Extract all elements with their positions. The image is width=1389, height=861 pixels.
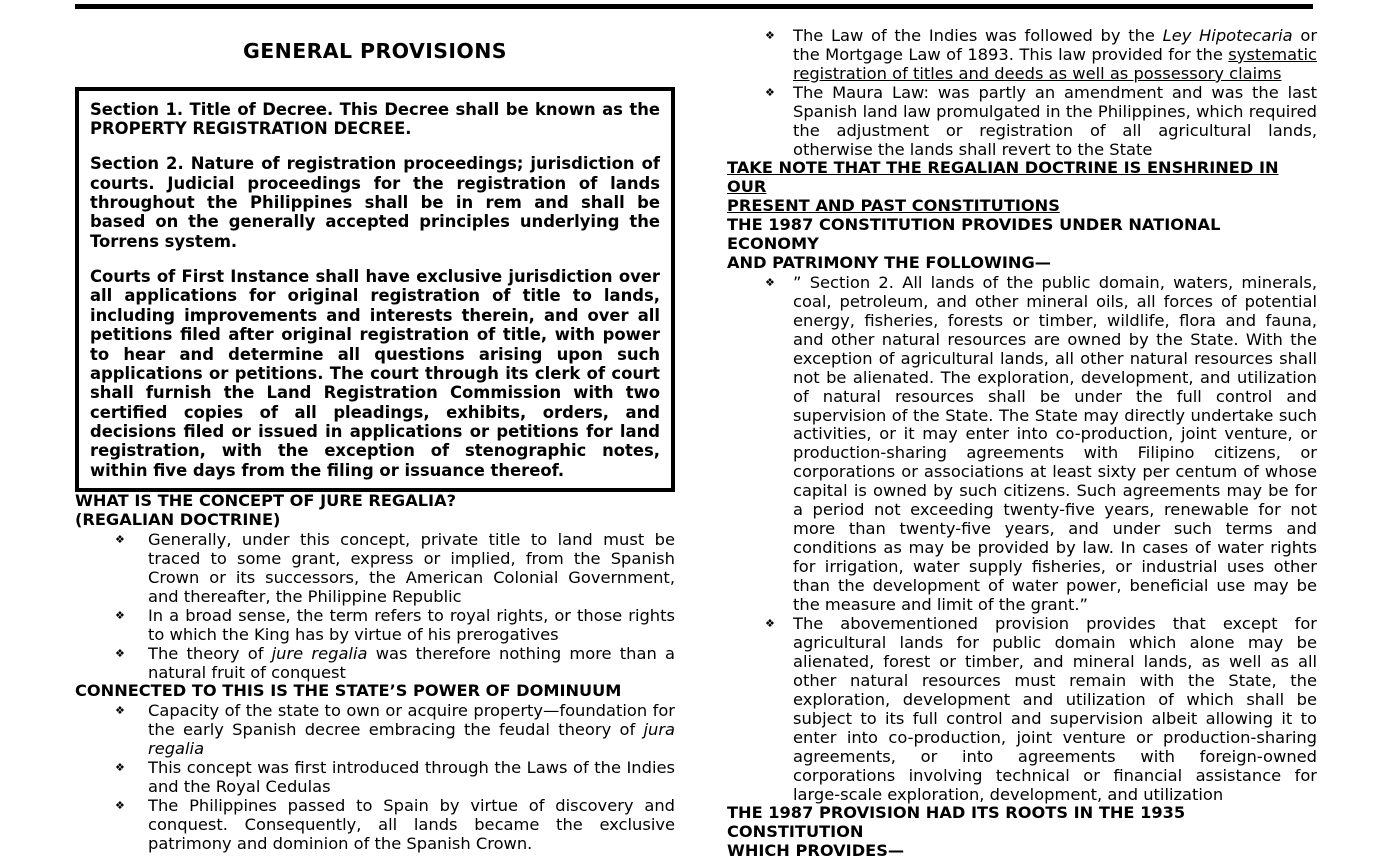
bullet-list-dominuum <box>75 701 675 853</box>
list-item <box>75 796 675 853</box>
bullet-list-1987-constitution <box>727 273 1317 805</box>
bullet-list-jure-regalia <box>75 530 675 682</box>
list-item <box>727 83 1317 159</box>
heading-1987-constitution-line2: AND PATRIMONY THE FOLLOWING— <box>727 252 1051 272</box>
bullet-marker-icon: ❖ <box>115 703 125 717</box>
bullet-list-spanish-laws <box>727 26 1317 159</box>
list-item <box>75 644 675 682</box>
text-run: The Maura Law: was partly an amendment and was the last Spanish land law promulgated in the Philippines, which required the adjustment or registration of all agricultural lands, otherwise the lands shall revert to the State <box>793 82 1317 159</box>
heading-jure-regalia-line1: WHAT IS THE CONCEPT OF JURE REGALIA? <box>75 491 456 511</box>
text-run: The Philippines passed to Spain by virtue of discovery and conquest. Consequently, all lands became the exclusive patrimony and dominion of the Spanish Crown. <box>148 795 675 853</box>
decree-paragraph-1: Section 1. Title of Decree. This Decree shall be known as the PROPERTY REGISTRATION DECREE. <box>90 99 660 138</box>
underlined-run: systematic registration of titles and deeds as well as possessory claims <box>793 44 1317 83</box>
decree-paragraph-3: Courts of First Instance shall have exclusive jurisdiction over all applications for original registration of title to lands, including improvements and interests therein, and over all petitions filed after original registration of title, with power to hear and determine all questions arising upon such applications or petitions. The court through its clerk of court shall furnish the Land Registration Commission with two certified copies of all pleadings, exhibits, orders, and decisions filed or issued in applications or petitions for land registration, with the exception of stenographic notes, within five days from the filing or issuance thereof. <box>90 267 660 480</box>
heading-dominuum: CONNECTED TO THIS IS THE STATE’S POWER OF DOMINUUM <box>75 680 622 700</box>
heading-jure-regalia-line2: (REGALIAN DOCTRINE) <box>75 510 281 530</box>
bullet-marker-icon: ❖ <box>115 646 125 660</box>
text-run: Generally, under this concept, private title to land must be traced to some grant, express or implied, from the Spanish Crown or its successors, the American Colonial Government, and thereafter, the Philippine Republic <box>148 529 675 606</box>
list-item <box>75 606 675 644</box>
bullet-marker-icon: ❖ <box>115 798 125 812</box>
page-top-rule <box>75 4 1313 9</box>
list-item-text <box>793 83 1317 159</box>
list-item <box>727 26 1317 83</box>
list-item <box>75 530 675 606</box>
left-column <box>75 26 675 853</box>
italic-run: Ley Hipotecaria <box>1162 26 1293 45</box>
list-item <box>727 614 1317 804</box>
bullet-marker-icon: ❖ <box>115 608 125 622</box>
list-item <box>75 701 675 758</box>
bullet-marker-icon: ❖ <box>765 29 775 42</box>
text-run: The Law of the Indies was followed by the <box>793 26 1163 45</box>
text-run: This concept was first introduced through the Laws of the Indies and the Royal Cedulas <box>148 757 675 796</box>
list-item-text <box>148 796 675 853</box>
heading-take-note-line2: PRESENT AND PAST CONSTITUTIONS <box>727 195 1060 215</box>
decree-box <box>75 87 675 492</box>
bullet-marker-icon: ❖ <box>115 532 125 546</box>
text-run: was therefore nothing more than a natural fruit of conquest <box>148 643 675 682</box>
right-column <box>727 26 1317 861</box>
list-item-text <box>793 26 1317 83</box>
italic-run: jura regalia <box>148 719 675 758</box>
bullet-marker-icon: ❖ <box>765 85 775 99</box>
list-item-text <box>148 758 675 796</box>
list-item <box>727 273 1317 615</box>
page-title: GENERAL PROVISIONS <box>243 39 507 63</box>
heading-take-note-line1: TAKE NOTE THAT THE REGALIAN DOCTRINE IS ENSHRINED IN OUR <box>727 157 1279 196</box>
list-item <box>75 758 675 796</box>
text-run: Capacity of the state to own or acquire property—foundation for the early Spanish decree embracing the feudal theory of <box>148 700 675 739</box>
list-item-text <box>148 701 675 758</box>
decree-paragraph-2: Section 2. Nature of registration proceedings; jurisdiction of courts. Judicial proceedings for the registration of lands throughout the Philippines shall be in rem and shall be based on the generally accepted principles underlying the Torrens system. <box>90 154 660 251</box>
list-item-text <box>148 530 675 606</box>
list-item-text <box>793 273 1317 615</box>
bullet-marker-icon: ❖ <box>765 275 775 289</box>
list-item-text <box>148 606 675 644</box>
text-run: The theory of <box>148 643 272 663</box>
bullet-marker-icon: ❖ <box>765 617 775 631</box>
heading-1935-constitution-line1: THE 1987 PROVISION HAD ITS ROOTS IN THE 1935 CONSTITUTION <box>727 803 1186 842</box>
text-run: ” Section 2. All lands of the public domain, waters, minerals, coal, petroleum, and other mineral oils, all forces of potential energy, fisheries, forests or timber, wildlife, flora and fauna, and other natural resources are owned by the State. With the exception of agricultural lands, all other natural resources shall not be alienated. The exploration, development, and utilization of natural resources shall be under the full control and supervision of the State. The State may directly undertake such activities, or it may enter into co-production, joint venture, or production-sharing agreements with Filipino citizens, or corporations or associations at least sixty per centum of whose capital is owned by such citizens. Such agreements may be for a period not exceeding twenty-five years, renewable for not more than twenty-five years, and under such terms and conditions as may be provided by law. In cases of water rights for irrigation, water supply fisheries, or industrial uses other than the development of water power, beneficial use may be the measure and limit of the grant.” <box>793 272 1317 615</box>
heading-1987-constitution-line1: THE 1987 CONSTITUTION PROVIDES UNDER NATIONAL ECONOMY <box>727 214 1221 253</box>
text-run: or the Mortgage Law of 1893. This law provided for the <box>793 26 1318 64</box>
italic-run: jure regalia <box>271 643 368 663</box>
text-run: The abovementioned provision provides that except for agricultural lands for public domain which alone may be alienated, forest or timber, and mineral lands, as well as all other natural resources must remain with the State, the exploration, development and utilization of which shall be subject to its full control and supervision albeit allowing it to enter into co-production, joint venture or production-sharing agreements, or into agreements with foreign-owned corporations involving technical or financial assistance for large-scale exploration, development, and utilization <box>793 614 1317 805</box>
text-run: In a broad sense, the term refers to royal rights, or those rights to which the King has by virtue of his prerogatives <box>148 605 675 644</box>
heading-1935-constitution-line2: WHICH PROVIDES— <box>727 841 905 861</box>
list-item-text <box>793 614 1317 804</box>
list-item-text <box>148 644 675 682</box>
bullet-marker-icon: ❖ <box>115 760 125 774</box>
